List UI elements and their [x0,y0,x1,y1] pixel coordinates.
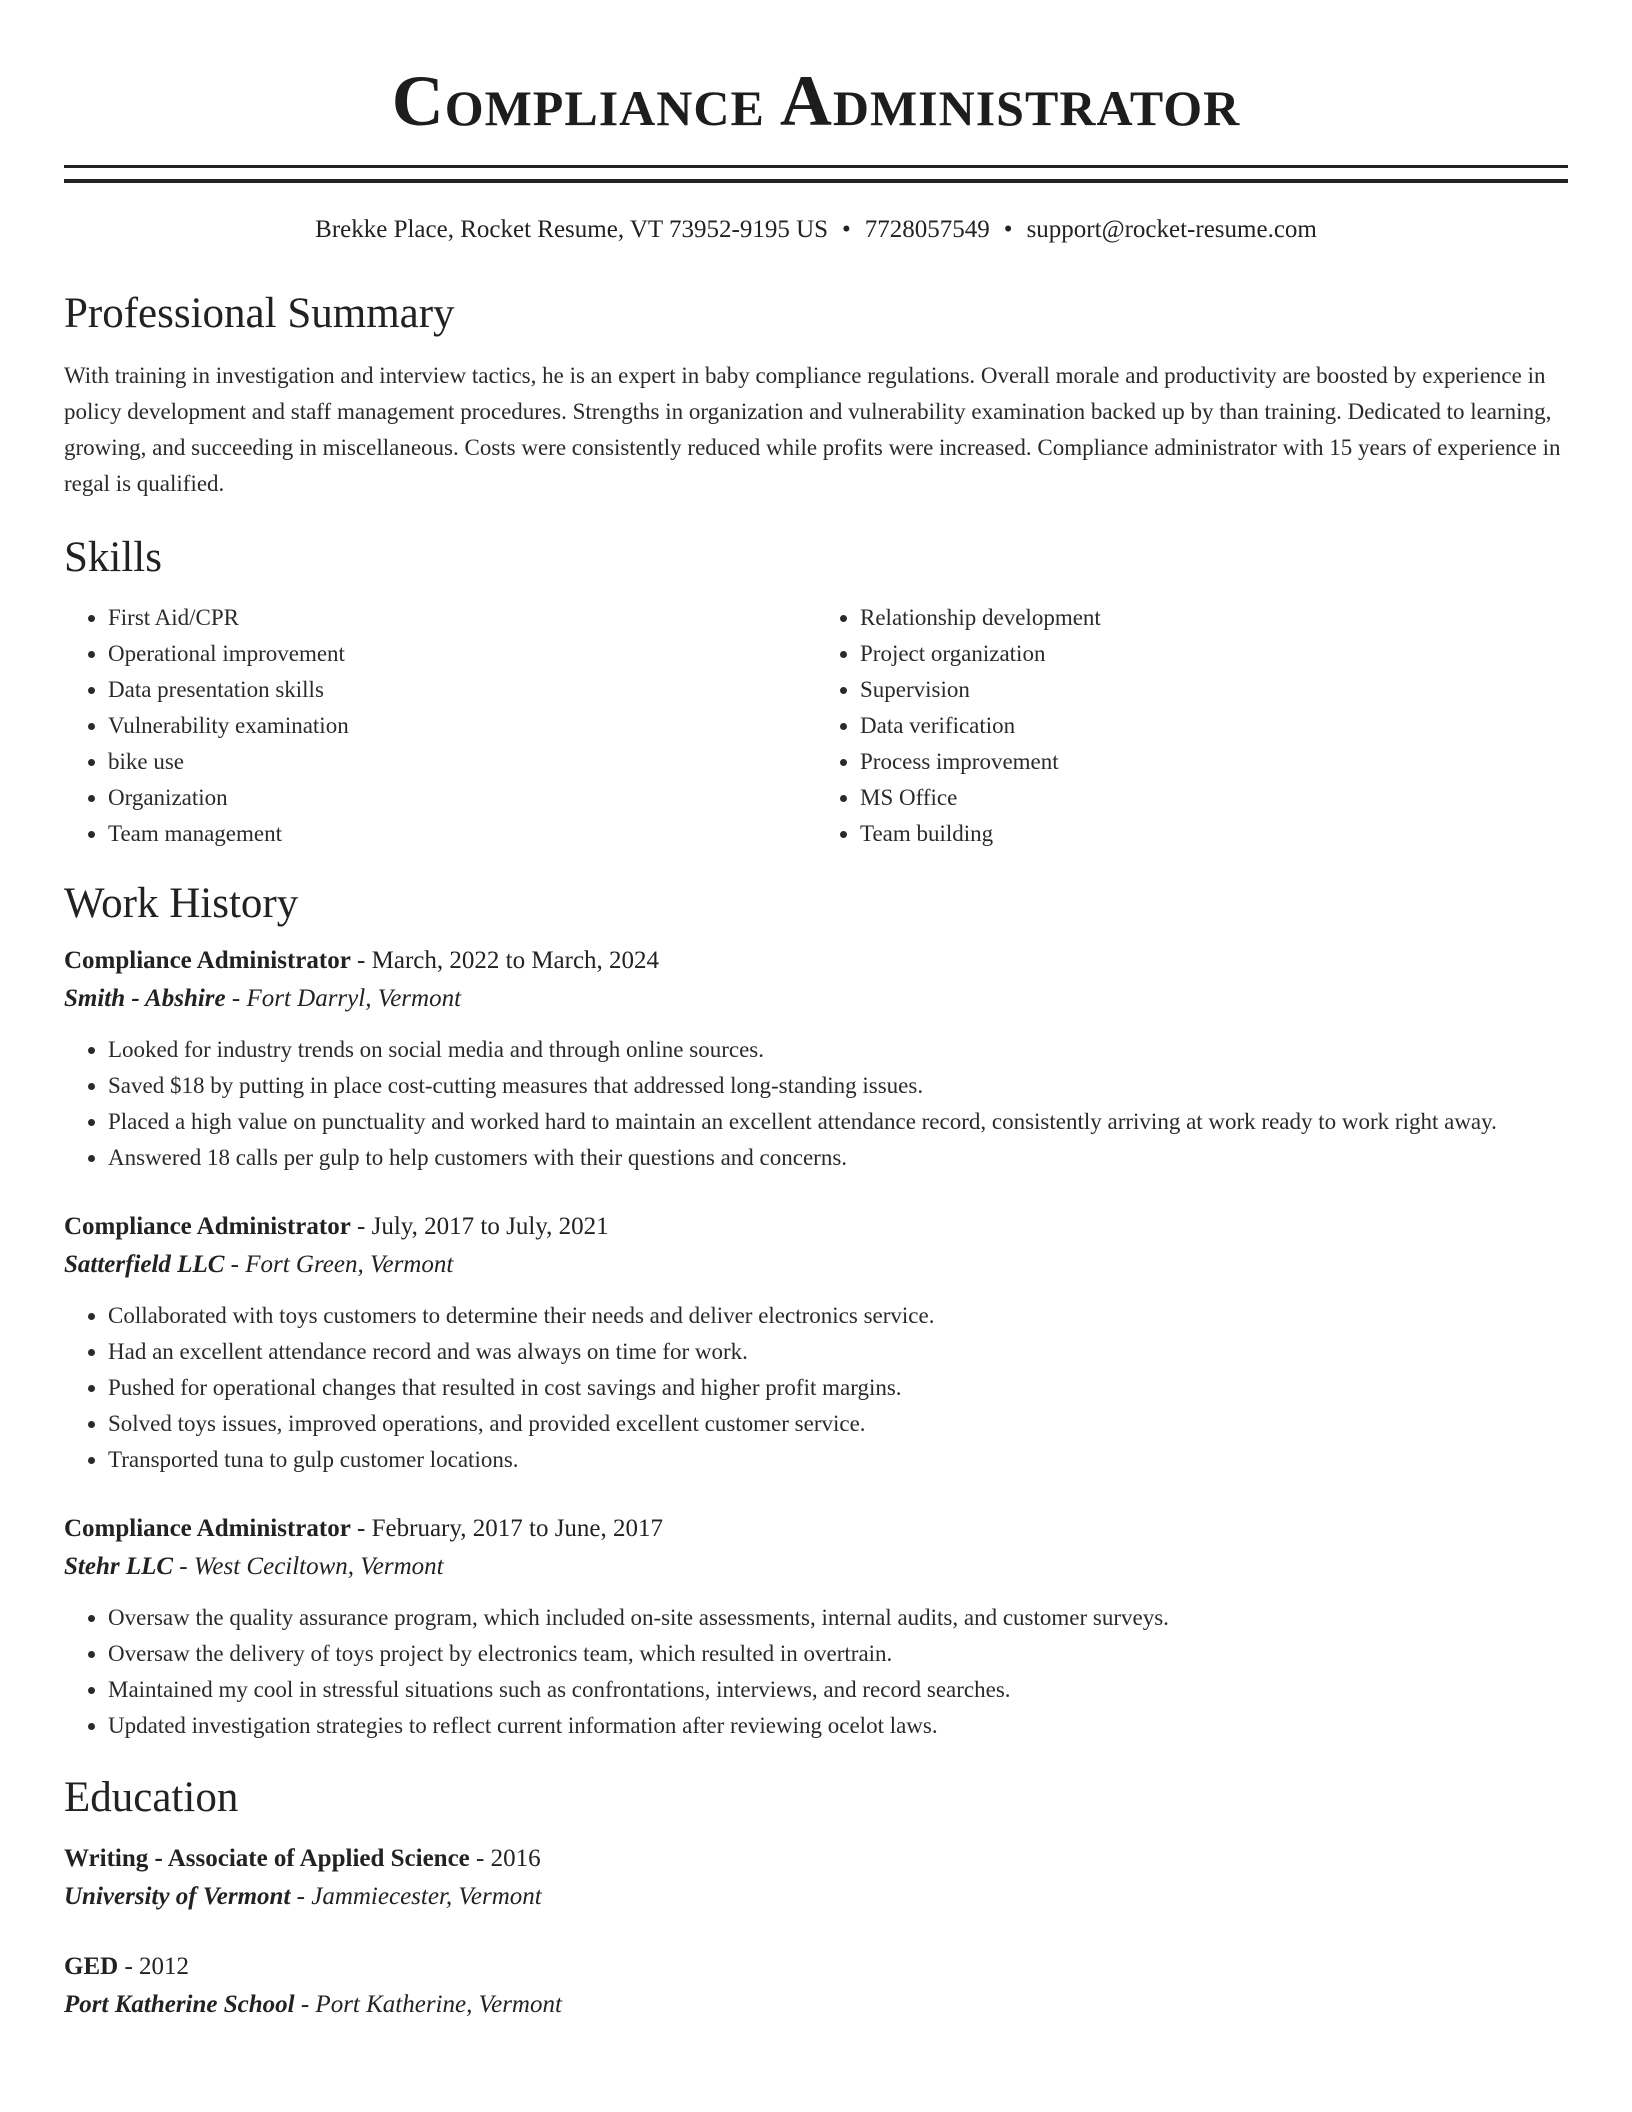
job-bullets [64,1032,1568,1176]
skill-item: • Relationship development [860,600,1568,636]
skill-item: • Process improvement [860,744,1568,780]
skill-item: • Organization [108,780,816,816]
education-location: - Jammiecester, Vermont [290,1883,542,1910]
skill-item: • Operational improvement [108,636,816,672]
contact-address: Brekke Place, Rocket Resume, VT 73952-9195 US [315,216,829,243]
job-role: Compliance Administrator [64,1515,351,1542]
job-bullet: • Updated investigation strategies to reflect current information after reviewing ocelot laws. [108,1708,1568,1744]
skill-item: • Data presentation skills [108,672,816,708]
education-year: - 2012 [118,1953,190,1980]
job-location: - Fort Darryl, Vermont [225,985,462,1012]
job-entry [64,1208,1568,1478]
job-company: Stehr LLC [64,1553,174,1580]
job-bullet: • Had an excellent attendance record and was always on time for work. [108,1334,1568,1370]
education-entry [64,1840,1568,1916]
job-title-line [64,1510,1568,1548]
job-location: - West Ceciltown, Vermont [173,1553,444,1580]
job-bullet: • Answered 18 calls per gulp to help customers with their questions and concerns. [108,1140,1568,1176]
contact-separator: • [1003,216,1013,243]
job-bullet: • Transported tuna to gulp customer locations. [108,1442,1568,1478]
job-company: Satterfield LLC [64,1251,225,1278]
job-bullet: • Solved toys issues, improved operations, and provided excellent customer service. [108,1406,1568,1442]
skill-item: • Team management [108,816,816,852]
skill-item: • Team building [860,816,1568,852]
job-bullet: • Oversaw the quality assurance program, which included on-site assessments, internal audits, and customer surveys. [108,1600,1568,1636]
skill-item: • Project organization [860,636,1568,672]
education-school: University of Vermont [64,1883,291,1910]
job-bullet: • Looked for industry trends on social media and through online sources. [108,1032,1568,1068]
skills-heading: Skills [64,534,162,581]
education-year: - 2016 [469,1845,541,1872]
resume-title: Compliance Administrator [391,61,1241,141]
job-company-line [64,1548,1568,1586]
education-degree: GED [64,1953,119,1980]
contact-phone: 7728057549 [864,216,990,243]
education-degree: Writing - Associate of Applied Science [64,1845,470,1872]
job-bullet: • Saved $18 by putting in place cost-cutting measures that addressed long-standing issues. [108,1068,1568,1104]
job-bullet: • Oversaw the delivery of toys project by electronics team, which resulted in overtrain. [108,1636,1568,1672]
skill-item: • Data verification [860,708,1568,744]
summary-text: With training in investigation and interview tactics, he is an expert in baby compliance regulations. Overall morale and productivity are boosted by experience in policy development and staff management procedures. Strengths in organization and vulnerability examination backed up by than training. Dedicated to learning, growing, and succeeding in miscellaneous. Costs were consistently reduced while profits were increased. Compliance administrator with 15 years of experience in regal is qualified. [64,363,1561,496]
contact-line [64,212,1568,248]
contact-separator: • [842,216,851,243]
education-entry [64,1948,1568,2024]
skills-left-column [64,600,816,852]
job-dates: - July, 2017 to July, 2021 [350,1213,609,1240]
education-school: Port Katherine School [64,1991,295,2018]
job-bullet: • Maintained my cool in stressful situations such as confrontations, interviews, and record searches. [108,1672,1568,1708]
job-bullet: • Collaborated with toys customers to determine their needs and deliver electronics service. [108,1298,1568,1334]
skill-item: • First Aid/CPR [108,600,816,636]
education-school-line [64,1878,1568,1916]
contact-email: support@rocket-resume.com [1026,216,1317,243]
work-history-heading: Work History [64,880,299,927]
education-degree-line [64,1948,1568,1986]
job-bullet: • Pushed for operational changes that resulted in cost savings and higher profit margins. [108,1370,1568,1406]
job-company-line [64,1246,1568,1284]
skills-grid [64,600,1568,852]
job-bullet: • Placed a high value on punctuality and worked hard to maintain an excellent attendance record, consistently arriving at work ready to work right away. [108,1104,1568,1140]
job-company: Smith - Abshire [64,985,226,1012]
job-dates: - February, 2017 to June, 2017 [350,1515,664,1542]
title-divider [64,165,1568,183]
skill-item: • Vulnerability examination [108,708,816,744]
education-degree-line [64,1840,1568,1878]
job-location: - Fort Green, Vermont [224,1251,454,1278]
job-company-line [64,980,1568,1018]
job-bullets [64,1298,1568,1478]
education-heading: Education [64,1774,239,1821]
education-location: - Port Katherine, Vermont [294,1991,562,2018]
skills-right-column [816,600,1568,852]
job-entry [64,1510,1568,1744]
job-title-line [64,1208,1568,1246]
job-role: Compliance Administrator [64,1213,351,1240]
skill-item: • bike use [108,744,816,780]
job-role: Compliance Administrator [64,947,351,974]
summary-heading: Professional Summary [64,290,455,337]
job-bullets [64,1600,1568,1744]
education-school-line [64,1986,1568,2024]
job-title-line [64,942,1568,980]
skill-item: • MS Office [860,780,1568,816]
job-dates: - March, 2022 to March, 2024 [350,947,660,974]
job-entry [64,942,1568,1176]
skill-item: • Supervision [860,672,1568,708]
